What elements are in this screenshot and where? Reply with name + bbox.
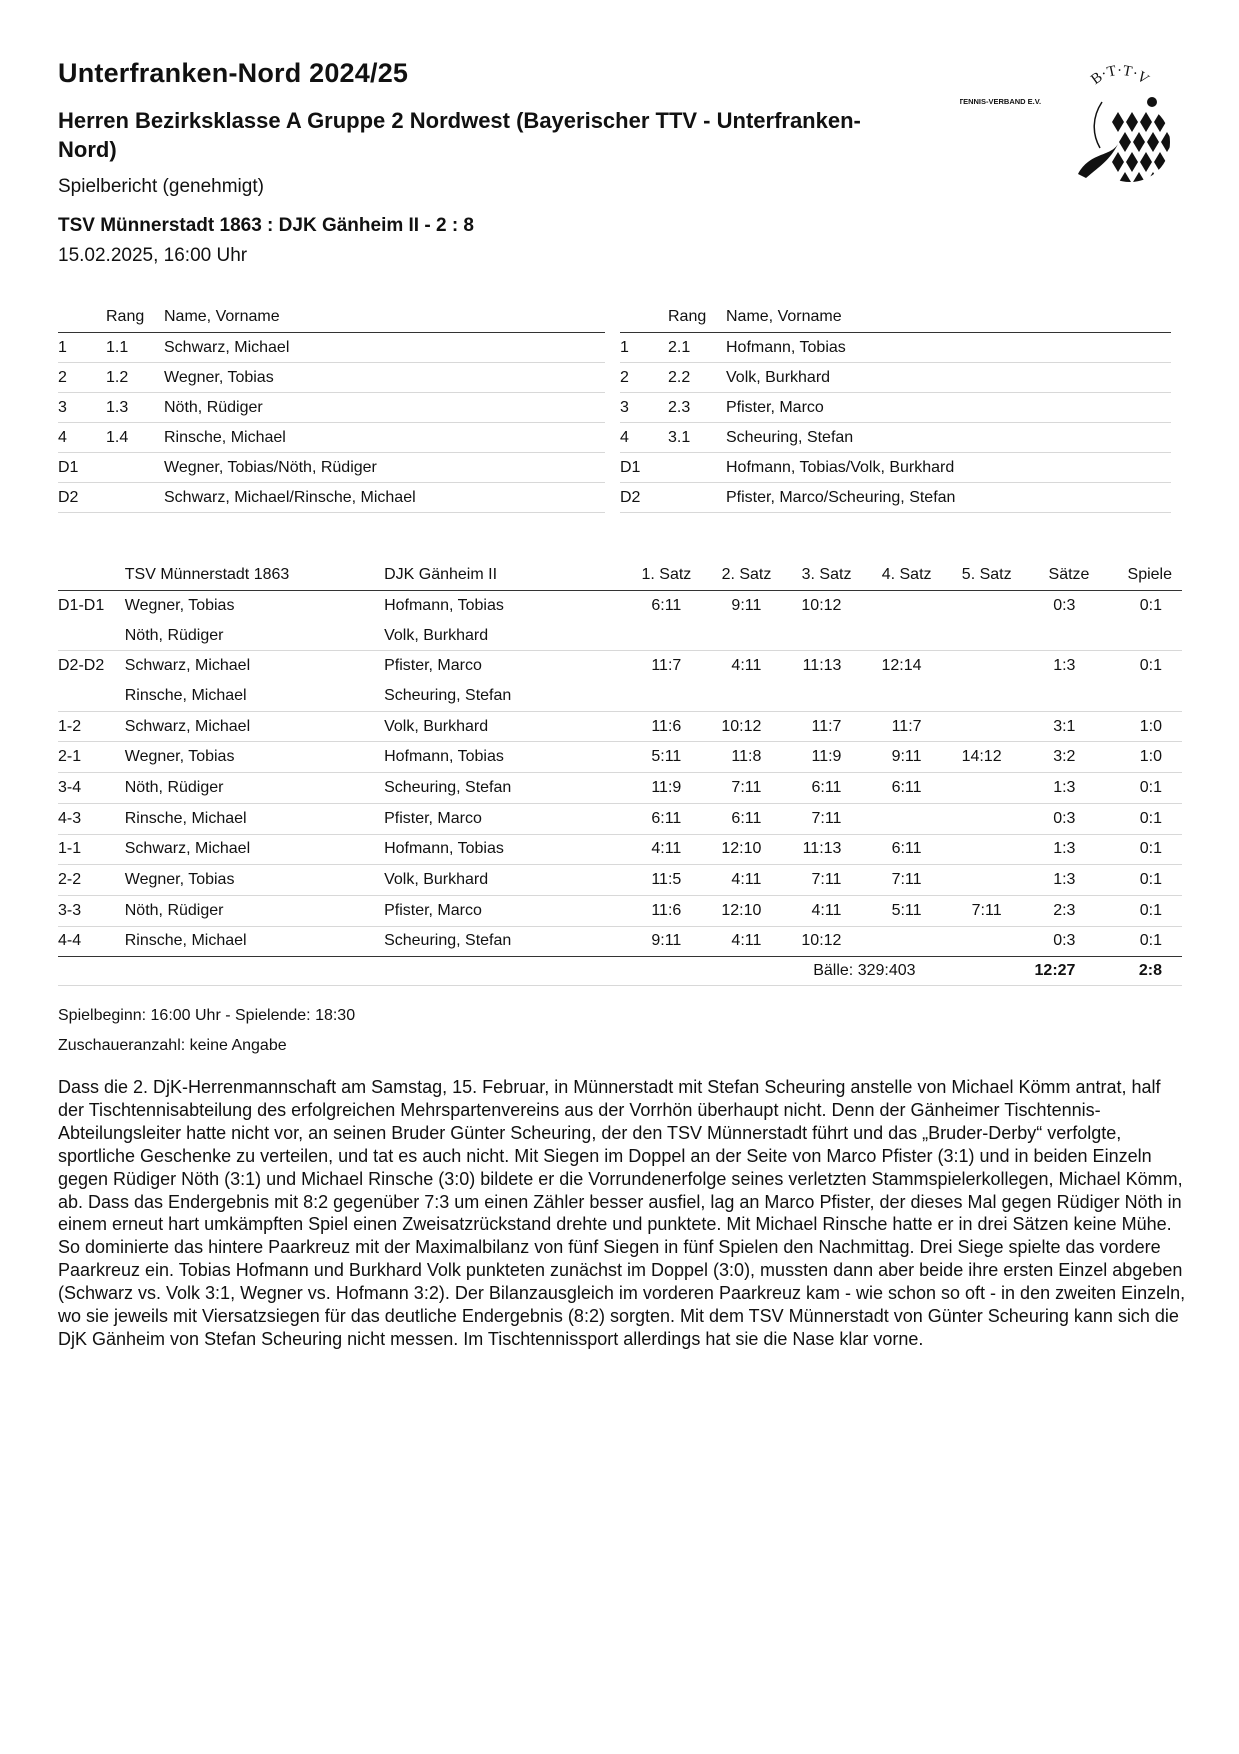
match-saetze: 2:3 — [1014, 895, 1094, 926]
lineup-number: 3 — [58, 393, 106, 423]
lineup-rang: 2.3 — [668, 393, 726, 423]
set-score-4 — [853, 591, 933, 621]
home-player: Nöth, Rüdiger — [125, 621, 384, 651]
set-score-4: 9:11 — [853, 742, 933, 773]
lineup-number: 4 — [58, 423, 106, 453]
lineup-player-name: Schwarz, Michael/Rinsche, Michael — [164, 483, 605, 513]
spectator-count: Zuschaueranzahl: keine Angabe — [58, 1037, 287, 1054]
set-score-2: 10:12 — [693, 711, 773, 742]
spiele-total: 2:8 — [1093, 957, 1182, 986]
match-position: D2-D2 — [58, 657, 105, 675]
lineup-rang: 1.4 — [106, 423, 164, 453]
bttv-logo-graphic — [960, 62, 1190, 187]
lineup-row-guest — [620, 333, 1171, 363]
set-score-2: 4:11 — [731, 657, 762, 675]
match-position: 2-1 — [58, 742, 125, 773]
home-player: Wegner, Tobias — [125, 742, 384, 773]
set-score-5 — [934, 803, 1014, 834]
lineup-row-guest — [620, 393, 1171, 423]
saetze-total: 12:27 — [1014, 957, 1094, 986]
name-header: Name, Vorname — [164, 302, 605, 333]
home-player: Nöth, Rüdiger — [125, 773, 384, 804]
set-score-3: 4:11 — [773, 895, 853, 926]
match-spiele: 0:1 — [1093, 803, 1182, 834]
home-player: Rinsche, Michael — [125, 803, 384, 834]
guest-player: Hofmann, Tobias — [384, 834, 614, 865]
lineup-rang: 2.2 — [668, 363, 726, 393]
guest-player: Hofmann, Tobias — [384, 742, 614, 773]
match-report-text: Dass die 2. DjK-Herrenmannschaft am Samstag, 15. Februar, in Münnerstadt mit Stefan Scheuring anstelle von Michael Kömm antrat, half der Tischtennisabteilung des erfolgreichen Mehrspartenvereins aus der Vorrhön überhaupt nicht. Denn der Gänheimer Tischtennis-Abteilungsleiter hatte nicht vor, an seinen Bruder Günter Scheuring, der den TSV Münnerstadt führt und das „Bruder-Derby“ verfolgte, sportliche Geschenke zu verteilen, und tat es auch nicht. Mit Siegen im Doppel an der Seite von Marco Pfister (3:1) und in beiden Einzeln gegen Rüdiger Nöth (3:1) und Michael Rinsche (3:0) bildete er die Vorrundenerfolge seines verletzten Stammspielerkollegen, Michael Kömm, ab. Dass das Endergebnis mit 8:2 gegenüber 7:3 um einen Zähler besser ausfiel, lag an Marco Pfister, der dieses Mal gegen Rüdiger Nöth in einem erneut hart umkämpften Spiel einen Zweisatzrückstand drehte und punktete. Mit Michael Rinsche hatte er in drei Sätzen keine Mühe. So dominierte das hintere Paarkreuz mit der Maximalbilanz von fünf Siegen in fünf Spielen den Nachmittag. Drei Siege spielte das vordere Paarkreuz ein. Tobias Hofmann und Burkhard Volk punkteten zunächst im Doppel (3:0), mussten dann aber beide ihre ersten Einzel abgeben (Schwarz vs. Volk 3:1, Wegner vs. Hofmann 3:2). Der Bilanzausgleich im vorderen Paarkreuz kam - wie schon so oft - in den zweiten Einzeln, wo sie jeweils mit Viersatzsiegen für das deutliche Endergebnis (8:2) sorgten. Mit dem TSV Münnerstadt von Günter Scheuring kann sich die DjK Gänheim von Stefan Scheuring nicht messen. Im Tischtennissport allerdings hat sie die Nase klar vorne. — [58, 1077, 1186, 1349]
guest-player: Volk, Burkhard — [384, 711, 614, 742]
col-set-4: 4. Satz — [853, 559, 933, 591]
match-row — [58, 621, 1182, 651]
match-spiele: 0:1 — [1093, 834, 1182, 865]
rang-header: Rang — [668, 302, 726, 333]
guest-player: Scheuring, Stefan — [384, 932, 512, 950]
match-row — [58, 865, 1182, 896]
home-player: Rinsche, Michael — [124, 932, 247, 950]
lineup-player-name: Hofmann, Tobias — [726, 333, 1171, 363]
lineup-header-row — [620, 302, 1171, 333]
match-date: 15.02.2025, 16:00 Uhr — [58, 245, 248, 266]
results-table — [58, 559, 1182, 986]
lineup-number: 4 — [620, 423, 668, 453]
match-position: 1-2 — [58, 711, 125, 742]
col-set-2: 2. Satz — [693, 559, 773, 591]
logo-arc-text: B·T·T·V — [1088, 62, 1152, 88]
set-score-1: 11:9 — [614, 773, 693, 804]
guest-player: Scheuring, Stefan — [384, 681, 614, 711]
match-position: 4-3 — [58, 803, 125, 834]
lineup-row-home — [58, 363, 605, 393]
set-score-2: 4:11 — [731, 932, 762, 950]
col-home-team: TSV Münnerstadt 1863 — [125, 559, 384, 591]
set-score-2: 6:11 — [693, 803, 773, 834]
guest-player: Pfister, Marco — [384, 895, 614, 926]
logo-text: TENNIS-VERBAND E.V. — [960, 97, 1042, 106]
set-score-5: 14:12 — [934, 742, 1014, 773]
match-saetze: 1:3 — [1014, 834, 1094, 865]
lineup-row-guest — [620, 453, 1171, 483]
match-saetze: 1:3 — [1053, 657, 1076, 675]
lineup-number: D1 — [620, 453, 668, 483]
match-row — [58, 926, 1182, 957]
set-score-4: 6:11 — [853, 773, 933, 804]
set-score-4: 5:11 — [853, 895, 933, 926]
set-score-4: 11:7 — [853, 711, 933, 742]
match-row — [58, 803, 1182, 834]
lineup-rang: 1.2 — [106, 363, 164, 393]
bttv-logo — [960, 62, 1190, 187]
set-score-3: 10:12 — [801, 932, 842, 950]
lineup-number: D2 — [58, 483, 106, 513]
lineup-row-guest — [620, 363, 1171, 393]
set-score-3: 7:11 — [773, 865, 853, 896]
lineup-player-name: Pfister, Marco — [726, 393, 1171, 423]
match-position: 2-2 — [58, 865, 125, 896]
col-set-1: 1. Satz — [614, 559, 693, 591]
lineup-player-name: Scheuring, Stefan — [726, 423, 1171, 453]
home-player: Nöth, Rüdiger — [125, 895, 384, 926]
match-row — [58, 773, 1182, 804]
match-times: Spielbeginn: 16:00 Uhr - Spielende: 18:30 — [58, 1007, 356, 1024]
lineup-number: 2 — [620, 363, 668, 393]
match-saetze: 3:1 — [1014, 711, 1094, 742]
set-score-4 — [853, 926, 933, 957]
match-spiele: 1:0 — [1093, 742, 1182, 773]
set-score-3: 11:7 — [773, 711, 853, 742]
lineup-row-guest — [620, 483, 1171, 513]
home-player: Wegner, Tobias — [124, 596, 235, 614]
name-header: Name, Vorname — [726, 302, 1171, 333]
page-title: Unterfranken-Nord 2024/25 — [58, 58, 409, 88]
guest-player: Volk, Burkhard — [384, 865, 614, 896]
match-saetze: 1:3 — [1014, 773, 1094, 804]
set-score-5: 7:11 — [934, 895, 1014, 926]
lineup-rang: 1.1 — [106, 333, 164, 363]
set-score-3: 10:12 — [801, 596, 842, 614]
set-score-2: 4:11 — [693, 865, 773, 896]
match-saetze: 1:3 — [1014, 865, 1094, 896]
set-score-1: 11:7 — [651, 657, 682, 675]
set-score-1: 9:11 — [651, 932, 682, 950]
match-row — [58, 711, 1182, 742]
match-spiele: 0:1 — [1139, 657, 1162, 675]
set-score-4: 6:11 — [853, 834, 933, 865]
set-score-1: 11:5 — [614, 865, 693, 896]
lineup-number: 3 — [620, 393, 668, 423]
lineup-rang: 3.1 — [668, 423, 726, 453]
set-score-4: 12:14 — [881, 657, 922, 675]
set-score-5 — [934, 926, 1014, 957]
set-score-3: 11:9 — [773, 742, 853, 773]
set-score-5 — [934, 711, 1014, 742]
home-player: Rinsche, Michael — [125, 681, 384, 711]
lineup-header-row — [58, 302, 605, 333]
lineup-player-name: Schwarz, Michael — [164, 333, 605, 363]
match-row — [58, 895, 1182, 926]
set-score-2: 7:11 — [693, 773, 773, 804]
match-position: 3-4 — [58, 773, 125, 804]
guest-player: Pfister, Marco — [384, 803, 614, 834]
set-score-4: 7:11 — [853, 865, 933, 896]
set-score-2: 9:11 — [731, 596, 762, 614]
match-row — [58, 834, 1182, 865]
match-spiele: 0:1 — [1093, 865, 1182, 896]
match-row — [58, 651, 1182, 681]
match-saetze: 0:3 — [1053, 596, 1076, 614]
set-score-3: 6:11 — [773, 773, 853, 804]
guest-player: Hofmann, Tobias — [384, 596, 504, 614]
logo-diamond-pattern — [1112, 112, 1173, 187]
col-saetze: Sätze — [1014, 559, 1094, 591]
set-score-1: 6:11 — [651, 596, 682, 614]
balls-total: Bälle: 329:403 — [58, 957, 934, 986]
match-saetze: 0:3 — [1014, 803, 1094, 834]
set-score-4 — [853, 803, 933, 834]
match-saetze: 0:3 — [1053, 932, 1076, 950]
lineup-player-name: Wegner, Tobias — [164, 363, 605, 393]
match-spiele: 0:1 — [1139, 932, 1162, 950]
set-score-5 — [934, 834, 1014, 865]
home-player: Schwarz, Michael — [124, 657, 251, 675]
lineup-player-name: Volk, Burkhard — [726, 363, 1171, 393]
set-score-5 — [934, 865, 1014, 896]
lineup-row-home — [58, 483, 605, 513]
match-row — [58, 681, 1182, 711]
set-score-1: 6:11 — [614, 803, 693, 834]
lineup-player-name: Nöth, Rüdiger — [164, 393, 605, 423]
lineup-player-name: Hofmann, Tobias/Volk, Burkhard — [726, 453, 1171, 483]
set-score-5 — [934, 773, 1014, 804]
guest-player: Scheuring, Stefan — [384, 773, 614, 804]
lineup-row-home — [58, 393, 605, 423]
match-spiele: 0:1 — [1093, 895, 1182, 926]
lineup-player-name: Rinsche, Michael — [164, 423, 605, 453]
league-subtitle: Herren Bezirksklasse A Gruppe 2 Nordwest (Bayerischer TTV - Unterfranken-Nord) — [58, 108, 861, 162]
lineup-player-name: Wegner, Tobias/Nöth, Rüdiger — [164, 453, 605, 483]
lineup-row-home — [58, 453, 605, 483]
set-score-2: 12:10 — [693, 834, 773, 865]
home-player: Schwarz, Michael — [125, 711, 384, 742]
match-row — [58, 742, 1182, 773]
match-title: TSV Münnerstadt 1863 : DJK Gänheim II - 2 : 8 — [58, 215, 474, 236]
lineup-number: 1 — [620, 333, 668, 363]
rang-header: Rang — [106, 302, 164, 333]
lineup-rang: 1.3 — [106, 393, 164, 423]
lineup-rang: 2.1 — [668, 333, 726, 363]
totals-row — [58, 957, 1182, 986]
col-set-3: 3. Satz — [773, 559, 853, 591]
set-score-1: 4:11 — [614, 834, 693, 865]
lineup-rang — [668, 483, 726, 513]
match-position: 4-4 — [58, 932, 82, 950]
set-score-1: 11:6 — [614, 711, 693, 742]
match-row — [58, 591, 1182, 621]
lineup-rang — [668, 453, 726, 483]
set-score-5 — [934, 591, 1014, 621]
guest-player: Volk, Burkhard — [384, 621, 614, 651]
set-score-2: 12:10 — [693, 895, 773, 926]
lineup-number: D1 — [58, 453, 106, 483]
home-player: Schwarz, Michael — [125, 834, 384, 865]
logo-swoosh — [1078, 144, 1118, 178]
lineup-number: 2 — [58, 363, 106, 393]
set-score-2: 11:8 — [693, 742, 773, 773]
col-set-5: 5. Satz — [934, 559, 1014, 591]
match-position: 3-3 — [58, 895, 125, 926]
lineup-rang — [106, 483, 164, 513]
home-player: Wegner, Tobias — [125, 865, 384, 896]
lineup-row-guest — [620, 423, 1171, 453]
col-position — [58, 559, 125, 591]
lineup-rang — [106, 453, 164, 483]
set-score-3: 11:13 — [773, 834, 853, 865]
lineup-number: 1 — [58, 333, 106, 363]
report-status: Spielbericht (genehmigt) — [58, 176, 264, 197]
col-guest-team: DJK Gänheim II — [384, 559, 614, 591]
guest-player: Pfister, Marco — [384, 657, 482, 675]
match-saetze: 3:2 — [1014, 742, 1094, 773]
results-header-row — [58, 559, 1182, 591]
lineup-home-table — [58, 302, 605, 513]
set-score-5 — [934, 651, 1014, 681]
set-score-3: 7:11 — [773, 803, 853, 834]
set-score-1: 5:11 — [614, 742, 693, 773]
lineup-player-name: Pfister, Marco/Scheuring, Stefan — [726, 483, 1171, 513]
lineup-row-home — [58, 423, 605, 453]
match-position: D1-D1 — [58, 596, 105, 614]
lineup-number: D2 — [620, 483, 668, 513]
set-score-3: 11:13 — [802, 657, 842, 675]
lineup-guest-table — [620, 302, 1171, 513]
match-position: 1-1 — [58, 834, 125, 865]
match-spiele: 0:1 — [1139, 596, 1162, 614]
col-spiele: Spiele — [1093, 559, 1182, 591]
lineup-row-home — [58, 333, 605, 363]
set-score-1: 11:6 — [614, 895, 693, 926]
match-spiele: 0:1 — [1093, 773, 1182, 804]
match-spiele: 1:0 — [1093, 711, 1182, 742]
